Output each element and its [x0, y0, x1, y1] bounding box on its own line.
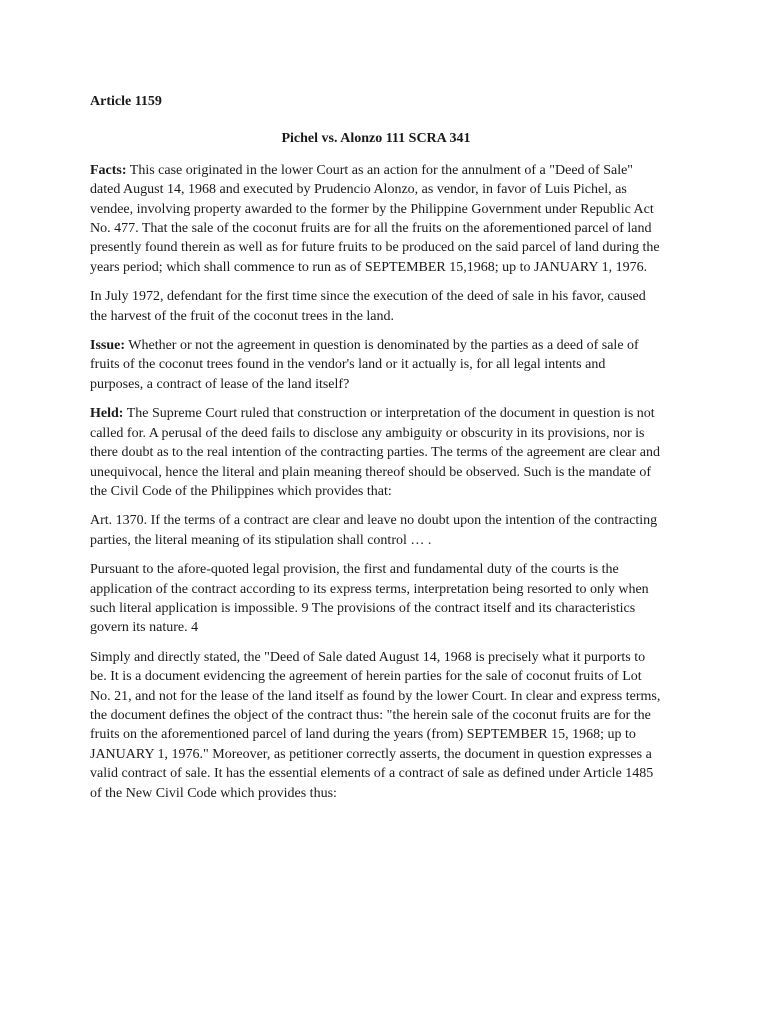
harvest-text: In July 1972, defendant for the first time since the execution of the deed of sale in his favor, caused the harvest of the fruit of the coconut trees in the land. [90, 289, 646, 324]
held-label: Held: [90, 406, 124, 422]
issue-label: Issue: [90, 338, 126, 354]
case-title: Pichel vs. Alonzo 111 SCRA 341 [281, 131, 471, 147]
article-heading: Article 1159 [90, 94, 162, 109]
deed-of-sale-text: Simply and directly stated, the "Deed of Sale dated August 14, 1968 is precisely what it purports to be. It is a document evidencing the agreement of herein parties for the sale of coconut fruits of Lot No. 21, and not for the lease of the land itself as found by the lower Court. In clear and express terms, the document defines the object of the contract thus: "the herein sale of the coconut fruits are for the fruits on the aforementioned parcel of land during the years (from) SEPTEMBER 15, 1968; up to JANUARY 1, 1976." Moreover, as petitioner correctly asserts, the document in question expresses a valid contract of sale. It has the essential elements of a contract of sale as defined under Article 1485 of the New Civil Code which provides thus: [90, 649, 661, 801]
facts-text: This case originated in the lower Court as an action for the annulment of a "Deed of Sale" dated August 14, 1968 and executed by Prudencio Alonzo, as vendor, in favor of Luis Pichel, as vendee, involving property awarded to the former by the Philippine Government under Republic Act No. 477. That the sale of the coconut fruits are for all the fruits on the aforementioned parcel of land presently found therein as well as for future fruits to be produced on the said parcel of land during the years period; which shall commence to run as of SEPTEMBER 15,1968; up to JANUARY 1, 1976. [90, 162, 660, 275]
art-1370-paragraph [90, 511, 662, 550]
facts-label: Facts: [90, 162, 127, 178]
deed-of-sale-paragraph [90, 648, 662, 803]
duty-of-courts-paragraph [90, 560, 662, 638]
harvest-paragraph [90, 287, 662, 326]
held-text: The Supreme Court ruled that construction or interpretation of the document in question is not called for. A perusal of the deed fails to disclose any ambiguity or obscurity in its provisions, nor is there doubt as to the real intention of the contracting parties. The terms of the agreement are clear and unequivocal, hence the literal and plain meaning thereof should be observed. Such is the mandate of the Civil Code of the Philippines which provides that: [90, 406, 661, 499]
issue-text: Whether or not the agreement in question is denominated by the parties as a deed of sale of fruits of the coconut trees found in the vendor's land or it actually is, for all legal intents and purposes, a contract of lease of the land itself? [90, 338, 639, 392]
art-1370-text: Art. 1370. If the terms of a contract are clear and leave no doubt upon the intention of the contracting parties, the literal meaning of its stipulation shall control … . [90, 513, 658, 548]
issue-paragraph [90, 336, 662, 394]
held-paragraph [90, 404, 662, 501]
document-page [90, 92, 662, 813]
facts-paragraph [90, 161, 662, 277]
duty-of-courts-text: Pursuant to the afore-quoted legal provision, the first and fundamental duty of the courts is the application of the contract according to its express terms, interpretation being resorted to only when such literal application is impossible. 9 The provisions of the contract itself and its characteristics govern its nature. 4 [90, 562, 649, 636]
